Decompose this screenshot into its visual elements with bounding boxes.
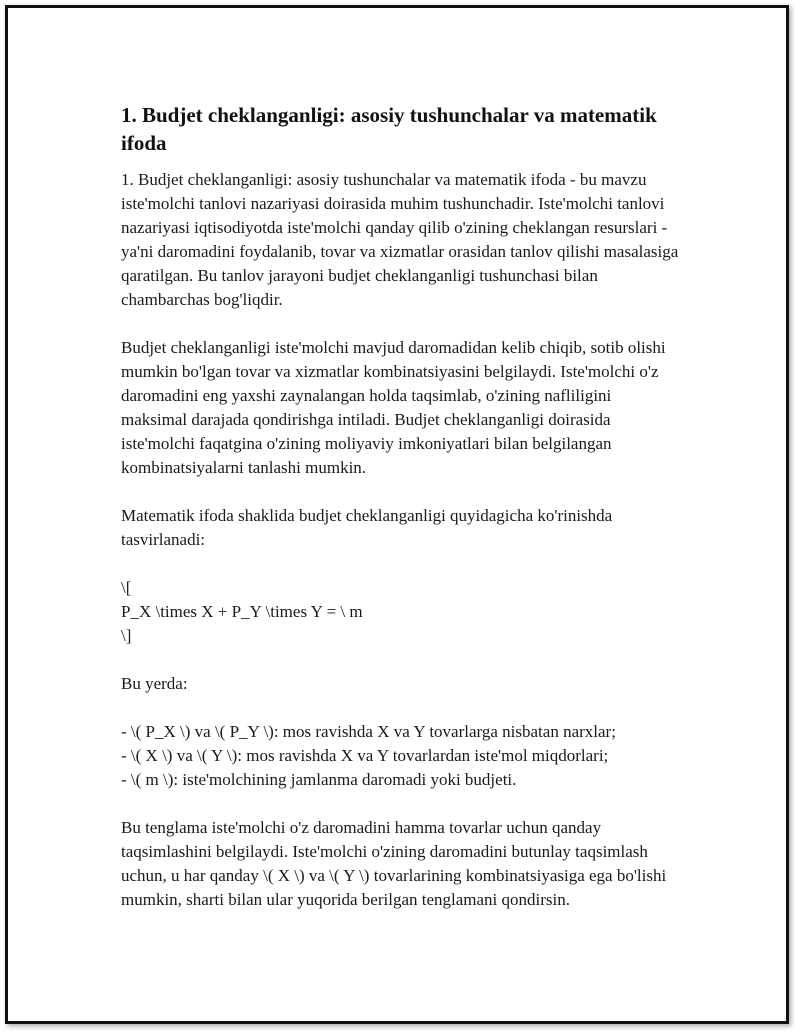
document-title: 1. Budjet cheklanganligi: asosiy tushunchalar va matematik ifoda — [121, 103, 657, 155]
formula-equation: P_X \times X + P_Y \times Y = \ m — [121, 602, 363, 621]
where-label: Bu yerda: — [121, 674, 188, 693]
definition-item: - \( m \): iste'molchining jamlanma daromadi yoki budjeti. — [121, 770, 517, 789]
definitions-list — [121, 720, 681, 792]
formula-block — [121, 576, 681, 648]
definition-item: - \( P_X \) va \( P_Y \): mos ravishda X va Y tovarlarga nisbatan narxlar; — [121, 722, 616, 741]
definition-item: - \( X \) va \( Y \): mos ravishda X va Y tovarlardan iste'mol miqdorlari; — [121, 746, 609, 765]
formula-open: \[ — [121, 578, 132, 597]
closing-paragraph: Bu tenglama iste'molchi o'z daromadini hamma tovarlar uchun qanday taqsimlashini belgilaydi. Iste'molchi o'zining daromadini butunlay taqsimlash uchun, u har qanday \( X \) va \( Y \) tovarlarining kombinatsiyasiga ega bo'lishi mumkin, sharti bilan ular yuqorida berilgan tenglamani qondirsin. — [121, 818, 667, 909]
document-content — [121, 101, 681, 936]
document-page — [5, 5, 789, 1024]
intro-paragraph: 1. Budjet cheklanganligi: asosiy tushunchalar va matematik ifoda - bu mavzu iste'molchi tanlovi nazariyasi doirasida muhim tushunchadir. Iste'molchi tanlovi nazariyasi iqtisodiyotda iste'molchi qanday qilib o'zining cheklangan resurslari - ya'ni daromadini foydalanib, tovar va xizmatlar orasidan tanlov qilishi masalasiga qaratilgan. Bu tanlov jarayoni budjet cheklanganligi tushunchasi bilan chambarchas bog'liqdir. — [121, 170, 679, 309]
budget-paragraph: Budjet cheklanganligi iste'molchi mavjud daromadidan kelib chiqib, sotib olishi mumkin bo'lgan tovar va xizmatlar kombinatsiyasini belgilaydi. Iste'molchi o'z daromadini eng yaxshi zaynalangan holda taqsimlab, o'zining nafliligini maksimal darajada qondirishga intiladi. Budjet cheklanganligi doirasida iste'molchi faqatgina o'zining moliyaviy imkoniyatlari bilan belgilangan kombinatsiyalarni tanlashi mumkin. — [121, 338, 666, 477]
formula-close: \] — [121, 626, 132, 645]
formula-intro-paragraph: Matematik ifoda shaklida budjet cheklanganligi quyidagicha ko'rinishda tasvirlanadi: — [121, 506, 613, 549]
